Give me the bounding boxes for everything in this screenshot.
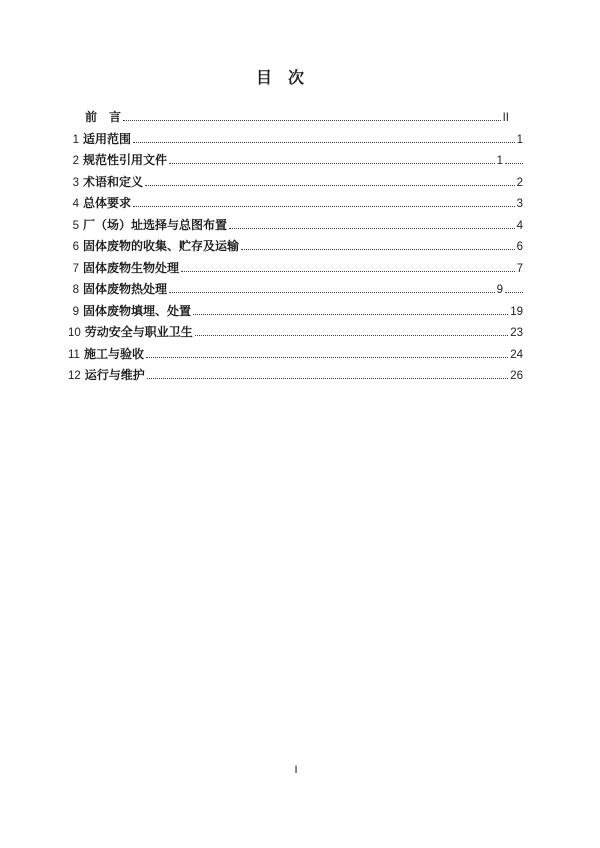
toc-entry-page: 3 (516, 198, 523, 210)
toc-entry-label: 术语和定义 (83, 174, 144, 189)
toc-entry (68, 344, 523, 366)
toc-entry-number: 6 (72, 241, 79, 253)
toc-entry (68, 301, 523, 323)
toc-entry-page: II (502, 112, 509, 124)
toc-entry-number: 1 (72, 133, 79, 146)
page-title: 目 次 (255, 70, 304, 87)
dot-leader (195, 335, 508, 336)
dot-leader (229, 228, 515, 229)
dot-leader (193, 314, 508, 315)
dot-leader (145, 185, 515, 186)
toc-entry-number: 2 (72, 155, 79, 167)
toc-entry-label: 施工与验收 (83, 346, 144, 361)
toc-entry-label: 适用范围 (83, 131, 132, 146)
toc-entry-page: 23 (510, 327, 523, 339)
toc-entry-number: 8 (72, 284, 79, 296)
toc-entry-number: 4 (72, 198, 79, 210)
toc-entry-number: 11 (68, 348, 80, 361)
dot-leader-trailing (505, 163, 523, 164)
dot-leader-trailing (505, 292, 523, 293)
dot-leader (123, 120, 501, 121)
toc-entry (68, 129, 523, 151)
toc-entry-page: 4 (516, 219, 523, 232)
toc-entry-label: 固体废物生物处理 (83, 260, 180, 275)
toc-entry-label: 固体废物的收集、贮存及运输 (83, 239, 240, 253)
toc-entry-label: 运行与维护 (84, 368, 145, 382)
dot-leader (133, 206, 515, 207)
toc-entry-number: 12 (68, 370, 81, 382)
dot-leader (241, 249, 515, 250)
toc-entry-label: 固体废物填埋、处置 (83, 303, 192, 318)
toc-entry-page: 24 (510, 348, 523, 361)
toc-entry-label: 前 言 (85, 110, 122, 124)
toc-entry (68, 279, 523, 301)
toc-entry (68, 215, 523, 237)
toc-entry-page: 7 (516, 262, 523, 275)
toc-entry (68, 322, 523, 344)
toc-entry (68, 150, 523, 172)
toc-entry-label: 规范性引用文件 (83, 153, 168, 167)
page-footer-number: I (294, 764, 298, 776)
toc-entry-number: 5 (72, 219, 79, 232)
toc-entry-number: 3 (72, 176, 79, 189)
toc-entry-number: 9 (72, 305, 79, 318)
toc-list (68, 107, 523, 387)
toc-entry-page: 1 (516, 133, 523, 146)
dot-leader (169, 292, 495, 293)
toc-entry-page: 2 (516, 176, 523, 189)
dot-leader (147, 378, 508, 379)
toc-entry-page: 9 (496, 284, 503, 296)
toc-entry-page: 1 (496, 155, 503, 167)
toc-entry-preface (68, 107, 523, 129)
toc-entry (68, 193, 523, 215)
toc-entry-label: 总体要求 (83, 196, 132, 210)
dot-leader (146, 357, 508, 358)
toc-entry (68, 365, 523, 387)
toc-entry-page: 6 (516, 241, 523, 253)
toc-entry-page: 26 (510, 370, 523, 382)
toc-entry (68, 236, 523, 258)
dot-leader (133, 142, 515, 143)
toc-entry (68, 172, 523, 194)
dot-leader (169, 163, 495, 164)
toc-entry-label: 劳动安全与职业卫生 (84, 325, 193, 339)
toc-entry-label: 厂（场）址选择与总图布置 (83, 217, 228, 232)
toc-entry-label: 固体废物热处理 (83, 282, 168, 296)
toc-entry (68, 258, 523, 280)
toc-entry-page: 19 (510, 305, 523, 318)
toc-entry-number: 10 (68, 327, 81, 339)
toc-entry-number: 7 (72, 262, 79, 275)
dot-leader (181, 271, 515, 272)
